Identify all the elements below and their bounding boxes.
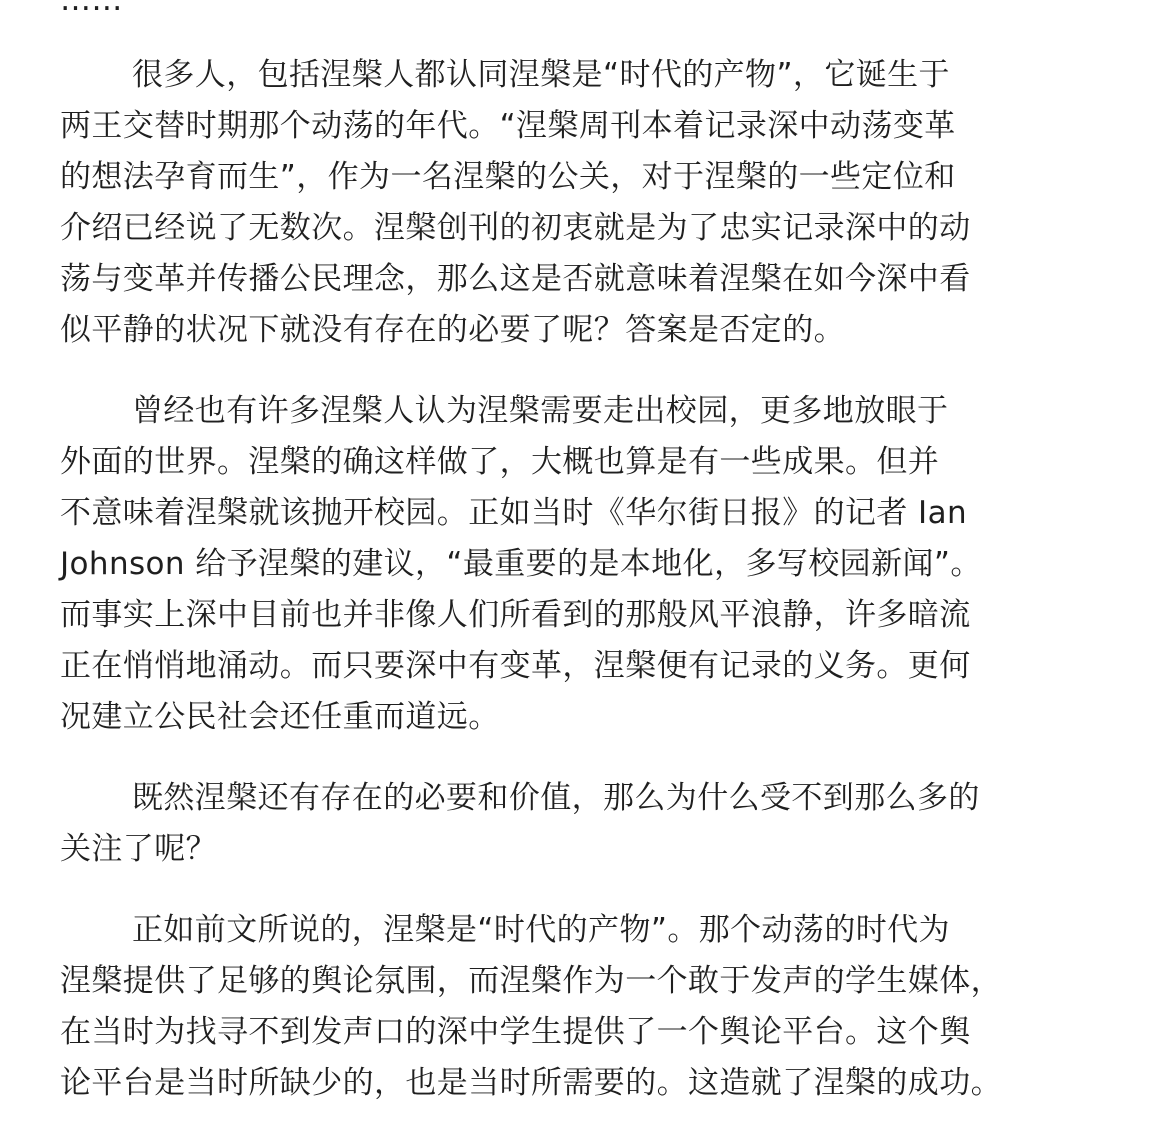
text-line: 关注了呢？ bbox=[60, 831, 217, 867]
text-line: 很多人，包括涅槃人都认同涅槃是“时代的产物”，它诞生于 bbox=[132, 57, 950, 93]
paragraph-2 bbox=[60, 386, 1060, 743]
text-line: 况建立公民社会还任重而道远。 bbox=[60, 699, 500, 735]
text-line: 正在悄悄地涌动。而只要深中有变革，涅槃便有记录的义务。更何 bbox=[60, 648, 971, 684]
text-line: 在当时为找寻不到发声口的深中学生提供了一个舆论平台。这个舆 bbox=[60, 1014, 971, 1050]
text-line: 外面的世界。涅槃的确这样做了，大概也算是有一些成果。但并 bbox=[60, 444, 940, 480]
text-line: 而事实上深中目前也并非像人们所看到的那般风平浪静，许多暗流 bbox=[60, 597, 971, 633]
text-line: 涅槃提供了足够的舆论氛围，而涅槃作为一个敢于发声的学生媒体， bbox=[60, 963, 1002, 999]
text-line: 荡与变革并传播公民理念，那么这是否就意味着涅槃在如今深中看 bbox=[60, 261, 971, 297]
text-line: 不意味着涅槃就该抛开校园。正如当时《华尔街日报》的记者 Ian bbox=[60, 495, 968, 531]
text-line: 介绍已经说了无数次。涅槃创刊的初衷就是为了忠实记录深中的动 bbox=[60, 210, 971, 246]
text-line: 曾经也有许多涅槃人认为涅槃需要走出校园，更多地放眼于 bbox=[132, 393, 949, 429]
text-line: 论平台是当时所缺少的，也是当时所需要的。这造就了涅槃的成功。 bbox=[60, 1065, 1002, 1101]
text-line: 似平静的状况下就没有存在的必要了呢？答案是否定的。 bbox=[60, 312, 845, 348]
text-line: 两王交替时期那个动荡的年代。“涅槃周刊本着记录深中动荡变革 bbox=[60, 108, 956, 144]
text-line: …… bbox=[60, 0, 123, 18]
paragraph-4 bbox=[60, 905, 1060, 1109]
paragraph-1 bbox=[60, 50, 1060, 356]
text-line: 的想法孕育而生”，作为一名涅槃的公关，对于涅槃的一些定位和 bbox=[60, 159, 956, 195]
paragraph-3 bbox=[60, 773, 1060, 875]
partial-top-line bbox=[60, 0, 1060, 26]
text-line: 正如前文所说的，涅槃是“时代的产物”。那个动荡的时代为 bbox=[132, 912, 950, 948]
text-line: 既然涅槃还有存在的必要和价值，那么为什么受不到那么多的 bbox=[132, 780, 980, 816]
article-body bbox=[60, 0, 1060, 1139]
text-line: Johnson 给予涅槃的建议，“最重要的是本地化，多写校园新闻”。 bbox=[60, 546, 982, 582]
